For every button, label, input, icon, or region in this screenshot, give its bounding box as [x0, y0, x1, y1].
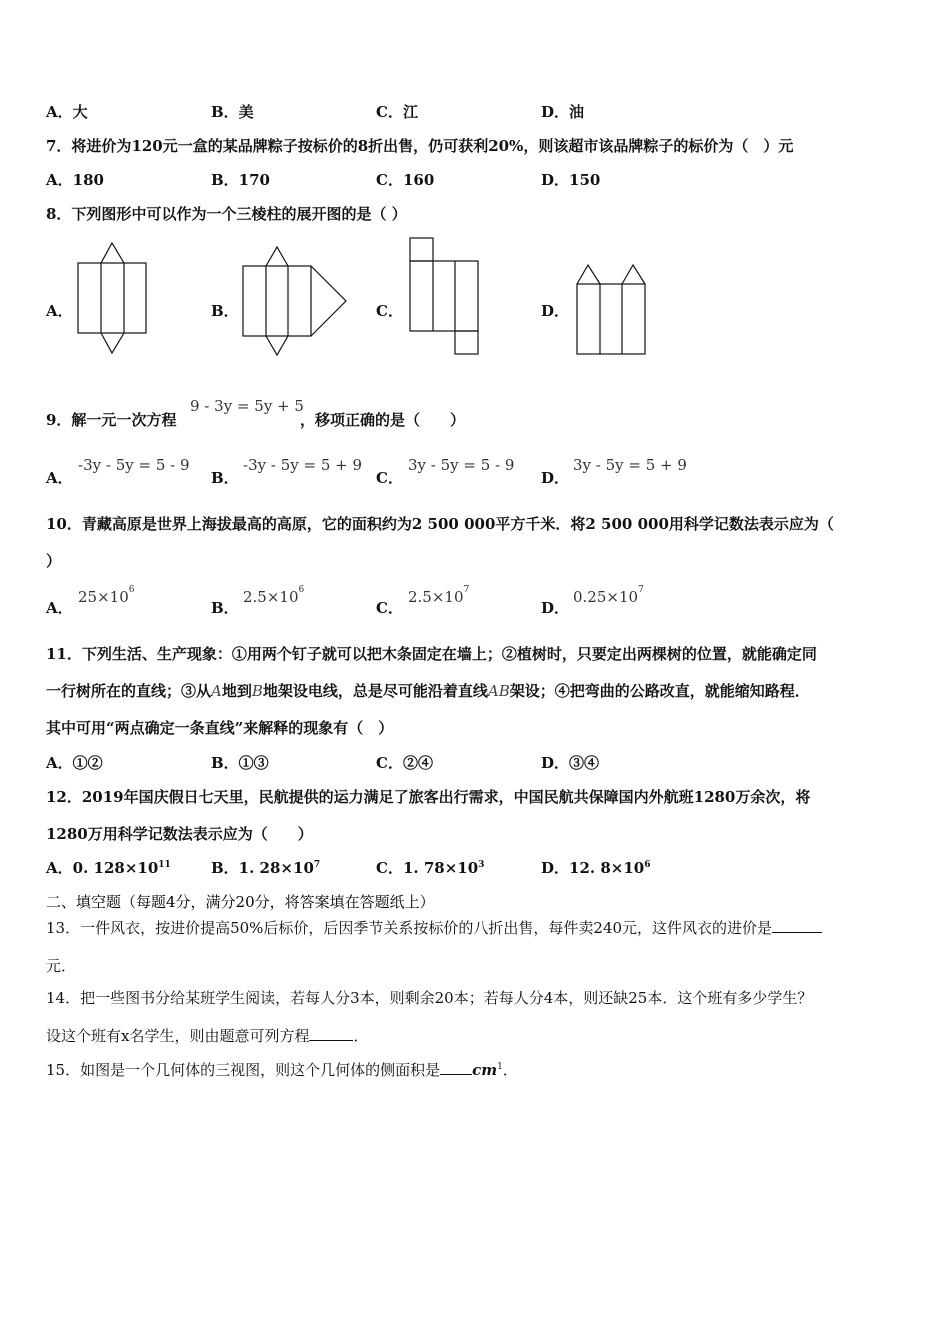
- q11-option-c: C．②④: [376, 754, 433, 772]
- net-figure-d: [575, 262, 649, 358]
- q8-option-a-label: A．: [46, 302, 73, 320]
- q9-option-a: -3y - 5y = 5 - 9: [78, 456, 190, 474]
- q11-line3: 其中可用“两点确定一条直线”来解释的现象有（ ）: [46, 719, 394, 737]
- q9-option-c: 3y - 5y = 5 - 9: [408, 456, 515, 474]
- q12-line2: 1280万用科学记数法表示应为（ ）: [46, 825, 313, 843]
- q8-stem: 8．下列图形中可以作为一个三棱柱的展开图的是（ ）: [46, 205, 407, 223]
- q6-option-b: B．美: [211, 103, 254, 121]
- q11-option-b: B．①③: [211, 754, 269, 772]
- q6-option-c: C．江: [376, 103, 418, 121]
- q14-answer-blank[interactable]: [309, 1026, 353, 1041]
- q11-line2: 一行树所在的直线；③从A地到B地架设电线，总是尽可能沿着直线AB架设；④把弯曲的公路改直，就能缩知路程．: [46, 682, 810, 700]
- q13-line2: 元．: [46, 957, 77, 975]
- q9-stem-before: 9．解一元一次方程: [46, 411, 177, 429]
- net-figure-a: [76, 240, 150, 356]
- section-heading-fill-in: 二、填空题（每题4分，满分20分，将答案填在答题纸上）: [46, 893, 435, 911]
- q6-option-a: A．大: [46, 103, 88, 121]
- q9-option-c-label: C．: [376, 469, 403, 487]
- q9-equation: 9 - 3y = 5y + 5: [190, 397, 304, 415]
- q12-line1: 12．2019年国庆假日七天里，民航提供的运力满足了旅客出行需求，中国民航共保障国内外航班1280万余次，将: [46, 788, 811, 806]
- q8-option-c-label: C．: [376, 302, 403, 320]
- q6-option-d: D．油: [541, 103, 585, 121]
- q12-option-b: B．1. $28\times 10^7$: [211, 859, 321, 877]
- q14-line2: 设这个班有x名学生，则由题意可列方程 ．: [46, 1027, 369, 1045]
- q11-option-a: A．①②: [46, 754, 103, 772]
- q14-line1: 14．把一些图书分给某班学生阅读，若每人分3本，则剩余20本；若每人分4本，则还缺25本．这个班有多少学生？: [46, 989, 813, 1007]
- q10-option-c: $2.5\times 10^7$: [408, 585, 470, 606]
- net-figure-b: [240, 244, 350, 358]
- q12-option-a: A．0. $128\times 10^{11}$: [46, 859, 171, 877]
- q10-option-d: $0.25\times 10^7$: [573, 585, 644, 606]
- q8-option-d-label: D．: [541, 302, 570, 320]
- q10-option-c-label: C．: [376, 599, 403, 617]
- q7-option-a: A．180: [46, 171, 104, 189]
- q10-option-a: $25\times 10^6$: [78, 585, 135, 606]
- q8-option-b-label: B．: [211, 302, 239, 320]
- q9-option-b-label: B．: [211, 469, 239, 487]
- q10-option-b: $2.5\times 10^6$: [243, 585, 305, 606]
- q7-option-b: B．170: [211, 171, 270, 189]
- q9-option-d-label: D．: [541, 469, 570, 487]
- q9-option-b: -3y - 5y = 5 + 9: [243, 456, 363, 474]
- q7-option-d: D．150: [541, 171, 601, 189]
- q7-option-c: C．160: [376, 171, 435, 189]
- q9-option-a-label: A．: [46, 469, 73, 487]
- q7-stem: 7．将进价为120元一盒的某品牌粽子按标价的8折出售，仍可获利20%，则该超市该品牌粽子的标价为（ ）元: [46, 137, 794, 155]
- q10-option-a-label: A．: [46, 599, 73, 617]
- q10-option-d-label: D．: [541, 599, 570, 617]
- q15-line: 15．如图是一个几何体的三视图，则这个几何体的侧面积是 $cm^1$．: [46, 1061, 518, 1079]
- q12-option-d: D．12. $8\times 10^6$: [541, 859, 651, 877]
- q15-answer-blank[interactable]: [440, 1060, 472, 1075]
- q10-stem-line1: 10．青藏高原是世界上海拔最高的高原，它的面积约为2 500 000平方千米．将2 500 000用科学记数法表示应为（: [46, 515, 834, 533]
- q11-line1: 11．下列生活、生产现象：①用两个钉子就可以把木条固定在墙上；②植树时，只要定出两棵树的位置，就能确定同: [46, 645, 817, 663]
- q13-line1: 13．一件风衣，按进价提高50%后标价，后因季节关系按标价的八折出售，每件卖240元，这件风衣的进价是: [46, 918, 822, 938]
- q9-stem-after: ，移项正确的是（ ）: [300, 411, 466, 429]
- q12-option-c: C．1. $78\times 10^3$: [376, 859, 485, 877]
- q10-stem-line2: ）: [46, 552, 62, 570]
- q10-option-b-label: B．: [211, 599, 239, 617]
- net-figure-c: [408, 236, 482, 358]
- q11-option-d: D．③④: [541, 754, 600, 772]
- q9-option-d: 3y - 5y = 5 + 9: [573, 456, 687, 474]
- q13-answer-blank[interactable]: [772, 918, 822, 933]
